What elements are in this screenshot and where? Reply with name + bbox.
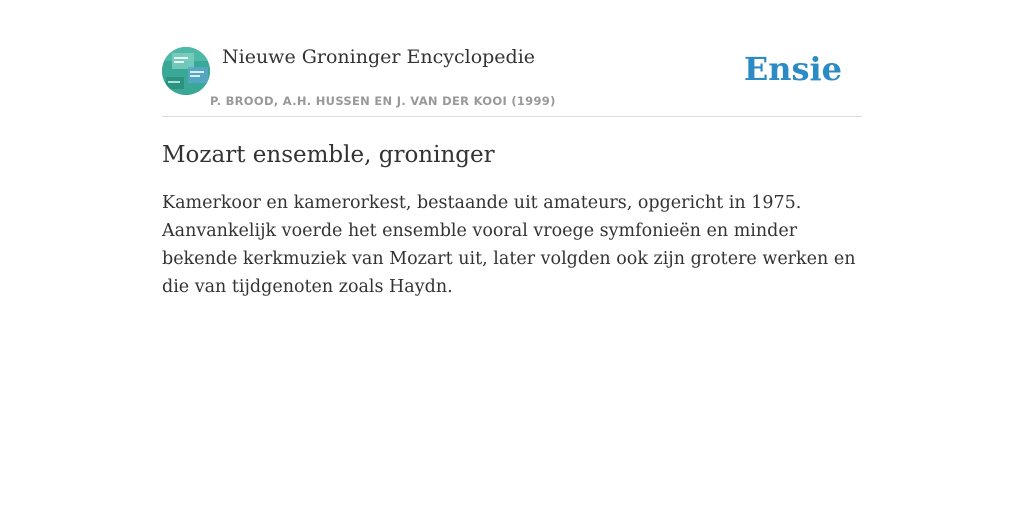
article bbox=[162, 139, 862, 301]
book-header bbox=[162, 40, 862, 117]
article-title: Mozart ensemble, groninger bbox=[162, 142, 495, 168]
book-cover-image[interactable] bbox=[162, 47, 210, 95]
ensie-logo-link[interactable]: Ensie bbox=[743, 50, 842, 88]
article-body: Kamerkoor en kamerorkest, bestaande uit amateurs, opgericht in 1975. Aanvankelijk voerde het ensemble vooral vroege symfonieën en minder bekende kerkmuziek van Mozart uit, later volgden ook zijn grotere werken en die van tijdgenoten zoals Haydn. bbox=[162, 193, 856, 297]
book-title-link[interactable]: Nieuwe Groninger Encyclopedie bbox=[222, 46, 536, 68]
book-authors: P. BROOD, A.H. HUSSEN EN J. VAN DER KOOI (1999) bbox=[210, 94, 556, 108]
book-cover-art bbox=[162, 47, 210, 95]
